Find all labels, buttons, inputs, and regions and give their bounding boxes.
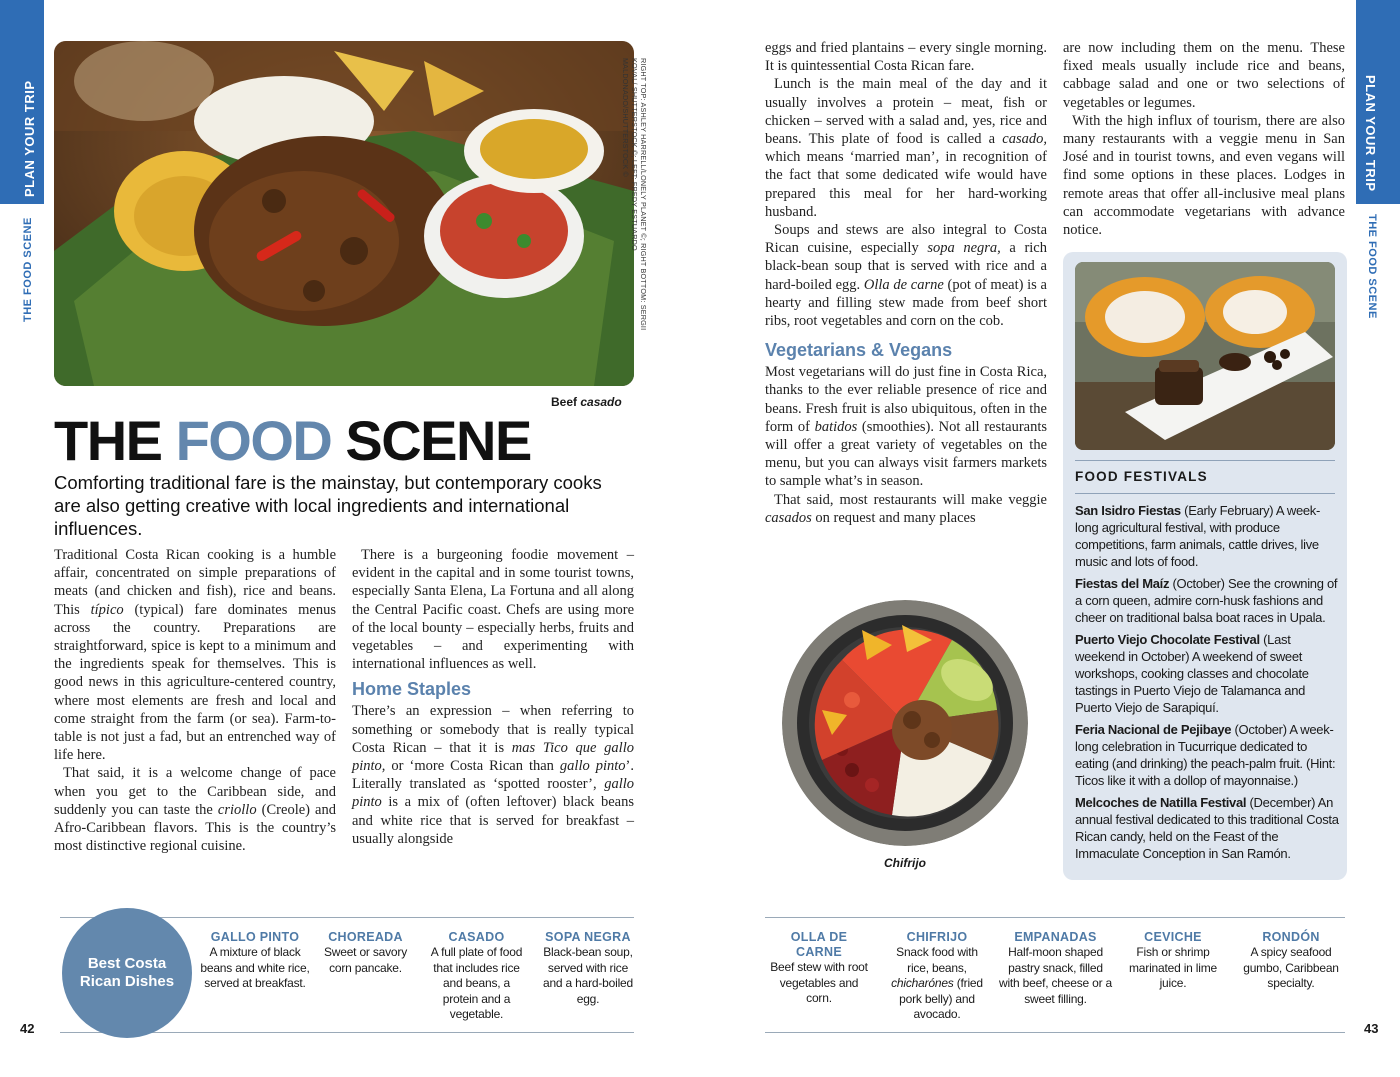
dish-olla-de-carne: OLLA DE CARNE Beef stew with root vegetables and corn. (770, 930, 868, 1005)
body-column-3 (765, 39, 1047, 527)
dish-sopa-negra: SOPA NEGRA Black-bean soup, served with rice and a hard-boiled egg. (542, 930, 633, 1006)
right-chapter-label: THE FOOD SCENE (1366, 214, 1378, 319)
standfirst: Comforting traditional fare is the mainstay, but contemporary cooks are also getting creative with local ingredients and international influences. (54, 472, 602, 539)
best-dishes-rule-top-right (765, 917, 1345, 918)
chocolate-photo (1075, 262, 1335, 450)
food-festivals-title: FOOD FESTIVALS (1075, 469, 1208, 484)
festivals-rule-top (1075, 460, 1335, 461)
beef-casado-caption: Beef casado (551, 395, 622, 409)
subhead-vegetarians-vegans: Vegetarians & Vegans (765, 340, 953, 361)
left-section-tab-label: PLAN YOUR TRIP (22, 80, 37, 197)
best-dishes-rule-bottom-right (765, 1032, 1345, 1033)
festival-item: Feria Nacional de Pejibaye (October) A week-long celebration in Tucurrique dedicated to eating (and drinking) the peach-palm fruit. (Hint: Ticos like it with a dollop of mayonnaise.) (1075, 722, 1336, 788)
col4-paragraph-2: With the high influx of tourism, there are also many restaurants with a veggie menu in San José and in tourist towns, and even vegans will find some options in these places. Lodges in remote areas that offer all-inclusive meal plans can accommodate vegetarians with advance notice. (1063, 112, 1345, 239)
body-column-4 (1063, 39, 1345, 239)
festivals-rule-bottom (1075, 493, 1335, 494)
col3-paragraph-1: eggs and fried plantains – every single morning. It is quintessential Costa Rican fare. (765, 40, 1047, 75)
dish-gallo-pinto: GALLO PINTO A mixture of black beans and white rice, served at breakfast. (200, 930, 310, 990)
food-festivals-list (1075, 502, 1340, 867)
page-title: THE FOOD SCENE (54, 409, 531, 472)
festival-item: Puerto Viejo Chocolate Festival (Last weekend in October) A weekend of sweet workshops, cooking classes and chocolate tastings in Puerto Viejo de Talamanca and Puerto Viejo de Sarapiquí. (1075, 632, 1309, 715)
col2-paragraph-1: There is a burgeoning foodie movement – evident in the capital and in some tourist towns, especially Santa Elena, La Fortuna and all along the Central Pacific coast. Chefs are using more of the local bounty – especially herbs, fruits and vegetables – and experimenting with international influences as well. (352, 547, 634, 673)
dish-chifrijo: CHIFRIJO Snack food with rice, beans, chicharónes (fried pork belly) and avocado. (891, 930, 983, 1021)
dish-choreada: CHOREADA Sweet or savory corn pancake. (323, 930, 408, 975)
dish-casado: CASADO A full plate of food that includes rice and beans, a protein and a vegetable. (430, 930, 523, 1021)
dish-ceviche: CEVICHE Fish or shrimp marinated in lime juice. (1129, 930, 1217, 990)
page-number-right: 43 (1364, 1021, 1379, 1036)
col3-paragraph-5: That said, most restaurants will make veggie casados on request and many places (765, 491, 1047, 526)
col4-paragraph-1: are now including them on the menu. These fixed meals usually include rice and beans, cabbage salad and one or two selections of vegetables or legumes. (1063, 40, 1345, 111)
right-section-tab-label: PLAN YOUR TRIP (1363, 75, 1378, 192)
col3-paragraph-2: Lunch is the main meal of the day and it usually involves a protein – meat, fish or chicken – served with a salad and, yes, rice and beans. This plate of food is called a casado, which means ‘married man’, in recognition of the fact that some dedicated wife would have prepared this meal for her hard-working husband. (765, 76, 1047, 220)
chifrijo-photo (782, 600, 1028, 846)
page-number-left: 42 (20, 1021, 35, 1036)
beef-casado-photo (54, 41, 634, 386)
left-chapter-label: THE FOOD SCENE (22, 217, 34, 322)
col3-paragraph-3: Soups and stews are also integral to Costa Rican cuisine, especially sopa negra, a rich black-bean soup that is served with rice and a hard-boiled egg. Olla de carne (pot of meat) is a hearty and filling stew made from beef short ribs, root vegetables and corn on the cob. (765, 222, 1047, 330)
subhead-home-staples: Home Staples (352, 679, 472, 700)
festival-item: Fiestas del Maíz (October) See the crowning of a corn queen, admire corn-husk fashions and cheer on traditional balsa boat races in Upala. (1075, 576, 1338, 625)
festival-item: San Isidro Fiestas (Early February) A week-long agricultural festival, with produce competitions, farm animals, cattle drives, live music and lots of food. (1075, 503, 1321, 569)
col1-paragraph-2: That said, it is a welcome change of pace when you get to the Caribbean side, and suddenly you can taste the criollo (Creole) and Afro-Caribbean flavors. This is the country’s most distinctive regional cuisine. (54, 765, 336, 855)
col2-paragraph-2: There’s an expression – when referring to something or somebody that is really typical Costa Rican – that it is mas Tico que gallo pinto, or ‘more Costa Rican than gallo pinto’. Literally translated as ‘spotted rooster’, gallo pinto is a mix of (often leftover) black beans and white rice that is served for breakfast – usually alongside (352, 703, 634, 847)
body-column-2 (352, 546, 634, 848)
chifrijo-caption: Chifrijo (884, 856, 926, 870)
photo-credit: RIGHT TOP: ASHLEY HARRELL/LONELY PLANET ©; RIGHT BOTTOM: SERGII KOVAL/ SHUTTERSTOCK ©; LEFT: FREDY ESTUARDO MALDONADO/SHUTTERSTOCK © (621, 58, 648, 331)
col1-paragraph-1: Traditional Costa Rican cooking is a humble affair, concentrated on simple preparations of meats (and chicken and fish), rice and beans. This típico (typical) fare dominates menus across the country. Preparations are straightforward, spice is kept to a minimum and the ingredients speak for themselves. This is good news in this agriculture-centered country, where most elements are fresh and local and come straight from the farm (or sea). Farm-to-table is not just a fad, but an entrenched way of life here. (54, 547, 337, 764)
body-column-1 (54, 546, 336, 855)
dish-empanadas: EMPANADAS Half-moon shaped pastry snack, filled with beef, cheese or a sweet filling. (998, 930, 1112, 1006)
col3-paragraph-4: Most vegetarians will do just fine in Costa Rica, thanks to the ever reliable presence of rice and beans. Fresh fruit is also ubiquitous, often in the form of batidos (smoothies). Not all restaurants will offer a great variety of vegetables on the menu, but you can always visit farmers markets to sample what’s in season. (765, 364, 1047, 490)
festival-item: Melcoches de Natilla Festival (December) An annual festival dedicated to this traditional Costa Rican candy, held on the Feast of the Immaculate Conception in San Ramón. (1075, 795, 1339, 861)
dish-rondon: RONDÓN A spicy seafood gumbo, Caribbean specialty. (1243, 930, 1339, 990)
best-dishes-badge: Best Costa Rican Dishes (62, 908, 192, 1038)
